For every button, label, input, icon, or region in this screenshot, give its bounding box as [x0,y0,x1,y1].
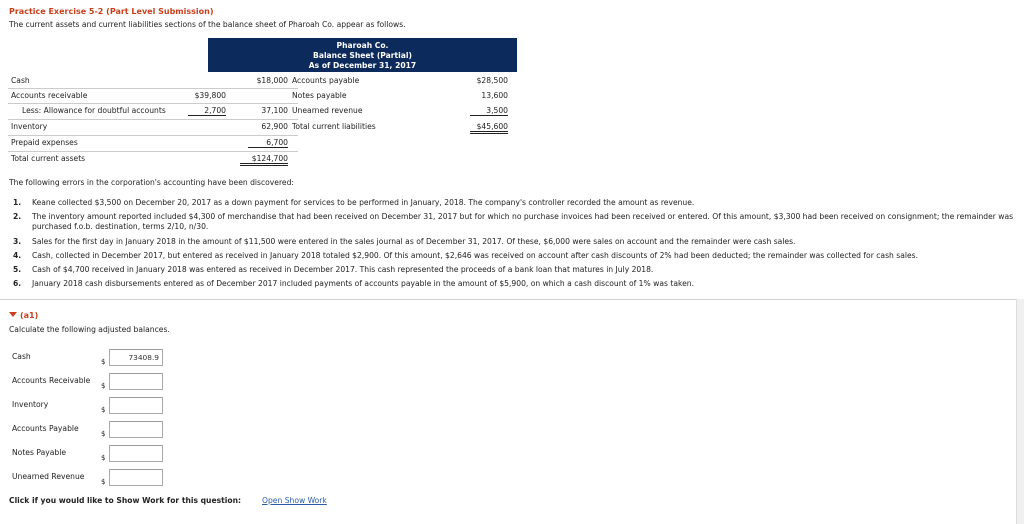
np-label: Notes payable [292,91,347,100]
inventory-input[interactable] [109,397,163,414]
sheet-row [8,106,511,118]
error-number: 1. [13,198,22,207]
currency-sign: $ [101,406,106,414]
sheet-row [8,76,511,88]
total-liabilities-label: Total current liabilities [292,122,376,131]
answer-label: Unearned Revenue [12,472,85,481]
row-divider [8,151,298,152]
ap-label: Accounts payable [292,76,360,85]
notes-payable-input[interactable] [109,445,163,462]
currency-sign: $ [101,430,106,438]
inventory-label: Inventory [11,122,48,131]
currency-sign: $ [101,478,106,486]
accounts-receivable-input[interactable] [109,373,163,390]
sheet-row [8,138,511,150]
answer-row-notes-payable [9,448,169,465]
error-text: Cash, collected in December 2017, but entered as received in January 2018 totaled $2,900. Of this amount, $2,646 was received on account after cash discounts of 2% had been deducted; the remainder was collected for cash sales. [32,251,919,260]
statement-name: Balance Sheet (Partial) [313,51,412,60]
balance-sheet-header [208,38,517,72]
exercise-title: Practice Exercise 5-2 (Part Level Submission) [9,7,214,16]
inventory-value: 62,900 [261,122,288,131]
np-value: 13,600 [481,91,508,100]
allowance-label: Less: Allowance for doubtful accounts [22,106,166,115]
unearned-revenue-input[interactable] [109,469,163,486]
error-text: Cash of $4,700 received in January 2018 was entered as received in December 2017. This cash represented the proceeds of a bank loan that matures in July 2018. [32,265,654,274]
total-assets-value: $124,700 [240,154,288,166]
total-liabilities-value: $45,600 [470,122,508,134]
cash-value: $18,000 [256,76,288,85]
error-text: The inventory amount reported included $4,300 of merchandise that had been received on December 31, 2017 but for which no purchase invoices had been received or entered. Of this amount, $3,300 had been received on consignment; the remainder was purchased f.o.b. destination, terms 2/10, n/30. [32,212,1014,231]
section-divider [0,299,1024,300]
answer-row-accounts-payable [9,424,169,441]
error-number: 5. [13,265,22,274]
sheet-row [8,122,511,134]
ar-gross-value: $39,800 [194,91,226,100]
statement-date: As of December 31, 2017 [308,61,417,70]
error-number: 2. [13,212,22,221]
ur-value: 3,500 [470,106,508,116]
cash-input[interactable] [109,349,163,366]
scrollbar-track[interactable] [1016,299,1024,524]
prepaid-label: Prepaid expenses [11,138,78,147]
errors-intro: The following errors in the corporation's accounting have been discovered: [9,178,294,187]
answer-label: Accounts Payable [12,424,79,433]
row-divider [8,119,298,120]
answer-label: Inventory [12,400,49,409]
answer-row-accounts-receivable [9,376,169,393]
allowance-value: 2,700 [188,106,226,116]
row-divider [8,88,298,89]
error-text: January 2018 cash disbursements entered as of December 2017 included payments of accounts payable in the amount of $5,900, on which a cash discount of 1% was taken. [32,279,695,288]
currency-sign: $ [101,454,106,462]
answer-label: Notes Payable [12,448,66,457]
answer-row-inventory [9,400,169,417]
total-assets-label: Total current assets [11,154,86,163]
answer-label: Accounts Receivable [12,376,91,385]
cash-label: Cash [11,76,30,85]
part-a1-label: (a1) [20,311,39,320]
ur-label: Unearned revenue [292,106,363,115]
error-number: 4. [13,251,22,260]
error-text: Keane collected $3,500 on December 20, 2017 as a down payment for services to be performed in January, 2018. The company's controller recorded the amount as revenue. [32,198,695,207]
accounts-payable-input[interactable] [109,421,163,438]
row-divider [8,103,298,104]
error-number: 6. [13,279,22,288]
part-a1-toggle[interactable] [9,311,38,320]
answer-label: Cash [12,352,31,361]
error-number: 3. [13,237,22,246]
part-a1-description: Calculate the following adjusted balances. [9,325,170,334]
company-name: Pharoah Co. [336,41,389,50]
open-show-work-link[interactable]: Open Show Work [262,496,327,505]
answer-row-cash [9,352,169,369]
prepaid-value: 6,700 [248,138,288,148]
currency-sign: $ [101,358,106,366]
answer-row-unearned-revenue [9,472,169,489]
show-work-prompt: Click if you would like to Show Work for this question: [9,496,242,505]
ar-label: Accounts receivable [11,91,88,100]
currency-sign: $ [101,382,106,390]
sheet-row [8,91,511,103]
sheet-row [8,154,511,166]
ap-value: $28,500 [476,76,508,85]
ar-net-value: 37,100 [261,106,288,115]
row-divider [8,135,298,136]
exercise-intro: The current assets and current liabilities sections of the balance sheet of Pharoah Co. appear as follows. [9,20,406,29]
error-text: Sales for the first day in January 2018 in the amount of $11,500 were entered in the sales journal as of December 31, 2017. Of these, $6,000 were sales on account and the remainder were cash sales. [32,237,796,246]
chevron-down-icon [9,312,17,317]
